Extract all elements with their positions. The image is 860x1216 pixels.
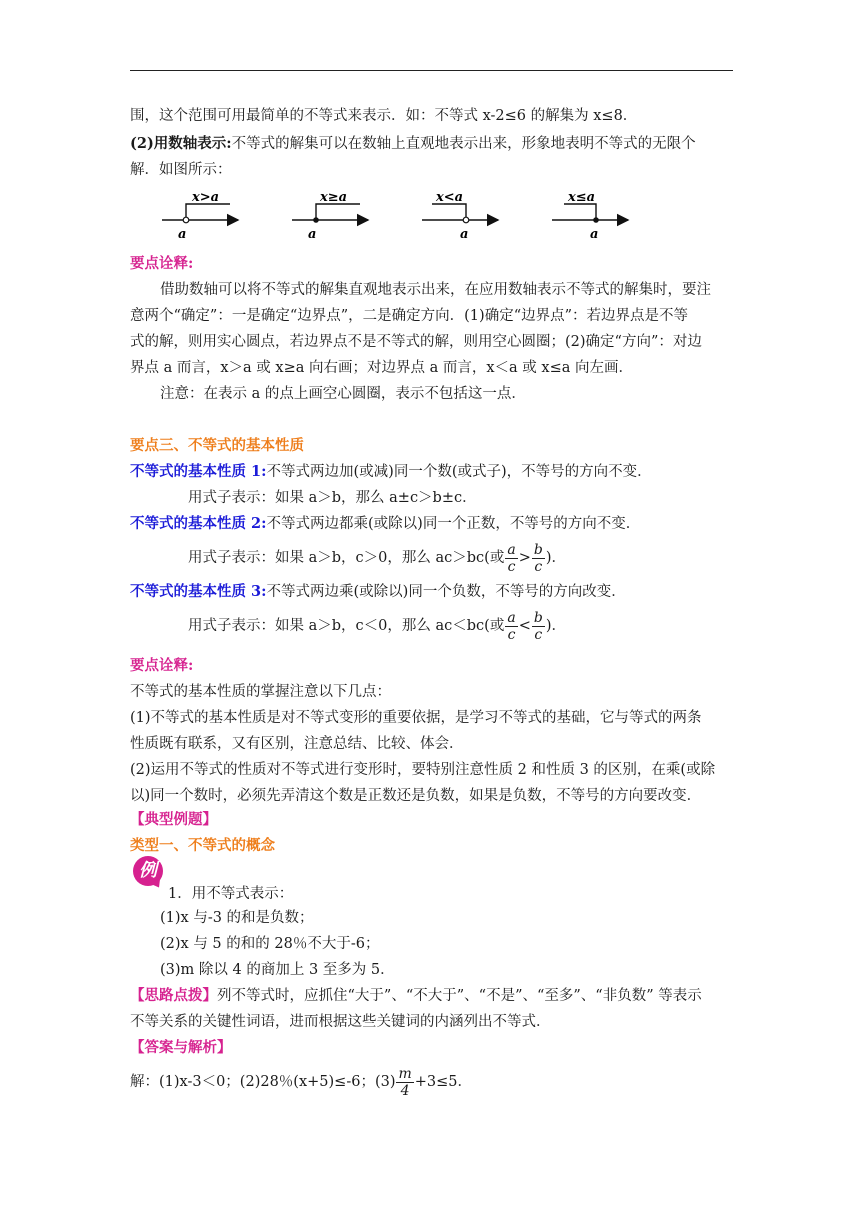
note1-title: 要点诠释: [130,255,194,272]
numberline-lt-label: x<a [436,190,464,205]
answer-label: 【答案与解析】 [130,1039,232,1056]
section3-title: 要点三、不等式的基本性质 [130,437,304,454]
prop2-formula [188,540,566,576]
numberline-gt-point: a [178,227,187,242]
numberline-ge-point: a [308,227,317,242]
prop2-frac-a: $\frac{a}{c}$ [507,541,516,575]
note2-line-1: (1)不等式的基本性质是对不等式变形的重要依据，是学习不等式的基础，它与等式的两条 [130,710,702,726]
prop1-formula: 用式子表示：如果 a＞b，那么 a±c＞b±c． [188,490,477,506]
note1-line-3: 式的解，则用实心圆点，若边界点不是不等式的解，则用空心圆圈；(2)确定“方向”：对边 [130,334,702,350]
prop1-text: 不等式两边加(或减)同一个数(或式子)，不等号的方向不变． [266,464,652,480]
prop1-label: 不等式的基本性质 1: [130,463,267,480]
prop3-label: 不等式的基本性质 3: [130,583,267,600]
note2-intro: 不等式的基本性质的掌握注意以下几点： [130,684,391,700]
hint-line-2: 不等关系的关键性词语，进而根据这些关键词的内涵列出不等式． [130,1014,551,1030]
prop2-label: 不等式的基本性质 2: [130,515,267,532]
number-line-figure [160,186,640,242]
prop2-formula-post: )． [545,550,566,566]
numberline-lt-point: a [460,227,469,242]
ex1-item-1: (1)x 与-3 的和是负数； [160,910,314,926]
prop2-formula-pre: 用式子表示：如果 a＞b，c＞0，那么 ac＞bc(或 [188,550,505,566]
prop3-formula-post: )． [545,618,566,634]
ex1-item-2: (2)x 与 5 的和的 28％不大于-6； [160,936,380,952]
note1-attention: 注意：在表示 a 的点上画空心圆圈，表示不包括这一点． [160,386,526,402]
numberline-gt-label: x>a [192,190,220,205]
prop2-frac-b: $\frac{b}{c}$ [533,541,543,575]
ex1-item-3: (3)m 除以 4 的商加上 3 至多为 5． [160,962,395,978]
paragraph-2 [130,134,696,154]
note2-line-2: 性质既有联系，又有区别，注意总结、比较、体会． [130,736,464,752]
hint-line-1: 列不等式时，应抓住“大于”、“不大于”、“不是”、“至多”、“非负数” 等表示 [217,988,702,1004]
note2-line-4: 以)同一个数时，必须先弄清这个数是正数还是负数，如果是负数，不等号的方向要改变． [130,788,702,804]
prop2 [130,514,640,534]
note1-line-2: 意两个“确定”：一是确定“边界点”，二是确定方向．(1)确定“边界点”：若边界点是不等 [130,308,689,324]
note2-title: 要点诠释: [130,657,194,674]
prop3-frac-b: $\frac{b}{c}$ [533,609,543,643]
note1-line-1: 借助数轴可以将不等式的解集直观地表示出来，在应用数轴表示不等式的解集时，要注 [160,282,711,298]
prop3-op: < [518,618,531,634]
prop3 [130,582,626,602]
prop2-text: 不等式两边都乘(或除以)同一个正数，不等号的方向不变． [266,516,641,532]
answer-frac: $\frac{m}{4}$ [398,1065,412,1099]
prop3-formula-pre: 用式子表示：如果 a＞b，c＜0，那么 ac＜bc(或 [188,618,505,634]
paragraph-2-text: 不等式的解集可以在数轴上直观地表示出来，形象地表明不等式的无限个 [231,136,696,152]
answer-pre: 解：(1)x-3＜0；(2)28％(x+5)≤-6；(3) [130,1074,396,1090]
note2-line-3: (2)运用不等式的性质对不等式进行变形时，要特别注意性质 2 和性质 3 的区别，在乘(或除 [130,762,716,778]
hint [130,986,702,1006]
numberline-le [552,190,628,242]
numberline-le-point: a [590,227,599,242]
header-rule [130,70,733,71]
example-badge-icon: 例 [133,856,163,886]
paragraph-1: 围，这个范围可用最简单的不等式来表示．如：不等式 x-2≤6 的解集为 x≤8． [130,108,638,124]
prop3-text: 不等式两边乘(或除以)同一个负数，不等号的方向改变． [266,584,626,600]
numberline-lt [422,190,498,242]
paragraph-2-cont: 解．如图所示： [130,162,232,178]
numberline-ge-label: x≥a [320,190,348,205]
answer [130,1064,472,1100]
numberline-le-label: x≤a [568,190,596,205]
prop3-frac-a: $\frac{a}{c}$ [507,609,516,643]
note1-line-4: 界点 a 而言，x＞a 或 x≥a 向右画；对边界点 a 而言，x＜a 或 x≤a 向左画． [130,360,633,376]
prop2-op: > [518,550,531,566]
examples-header: 【典型例题】 [130,811,217,828]
numberline-ge [292,190,368,242]
hint-label: 【思路点拨】 [130,987,217,1004]
numberline-label: (2)用数轴表示: [130,135,232,152]
answer-post: +3≤5． [414,1074,473,1090]
prop1 [130,462,652,482]
type1-title: 类型一、不等式的概念 [130,837,275,854]
prop3-formula [188,608,566,644]
numberline-gt [162,190,238,242]
ex1-title: 1．用不等式表示： [168,886,294,902]
